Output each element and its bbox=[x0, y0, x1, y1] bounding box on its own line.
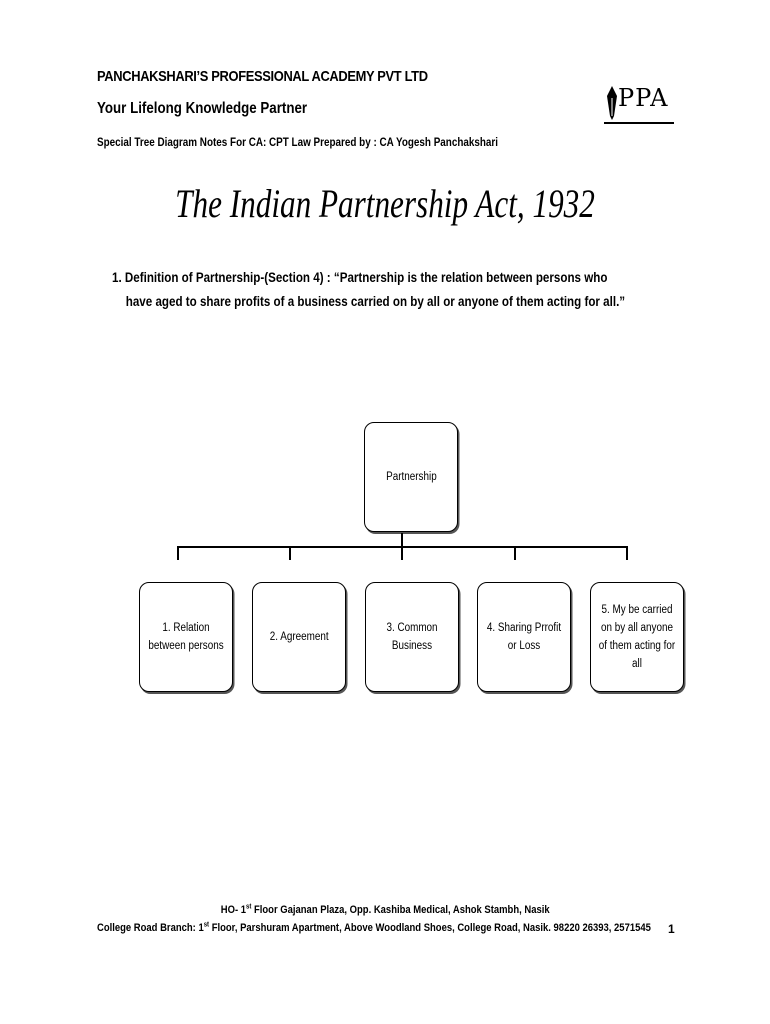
document-title: The Indian Partnership Act, 1932 bbox=[175, 181, 595, 226]
tree-root-label: Partnership bbox=[385, 471, 437, 483]
branch-connector-3 bbox=[401, 546, 403, 560]
definition-paragraph bbox=[112, 266, 712, 314]
logo-text: PPA bbox=[618, 84, 669, 112]
tree-child-box-1 bbox=[139, 582, 233, 692]
tree-child-box-2 bbox=[252, 582, 346, 692]
tree-child-box-5 bbox=[590, 582, 684, 692]
ho-rest: Floor Gajanan Plaza, Opp. Kashiba Medical, Ashok Stambh, Nasik bbox=[251, 904, 550, 916]
tree-child-label-2: 2. Agreement bbox=[269, 631, 329, 643]
branch-connector-1 bbox=[177, 546, 179, 560]
ho-prefix: HO- 1 bbox=[220, 904, 246, 916]
ho-sup: st bbox=[245, 903, 252, 911]
tree-child-box-3 bbox=[365, 582, 459, 692]
branch-connector-5 bbox=[626, 546, 628, 560]
organization-name: PANCHAKSHARI’S PROFESSIONAL ACADEMY PVT LTD bbox=[97, 68, 428, 85]
tree-child-label-1: 1. Relation between persons bbox=[148, 622, 224, 652]
logo-underline bbox=[604, 122, 674, 124]
definition-line-2: have aged to share profits of a business carried on by all or anyone of them acting for all.” bbox=[125, 294, 626, 309]
branch-connector-4 bbox=[514, 546, 516, 560]
tree-root-box bbox=[364, 422, 458, 532]
tagline: Your Lifelong Knowledge Partner bbox=[97, 100, 308, 117]
tree-child-box-4 bbox=[477, 582, 571, 692]
tree-child-label-4: 4. Sharing Prrofit or Loss bbox=[486, 622, 562, 652]
notes-subtitle: Special Tree Diagram Notes For CA: CPT Law Prepared by : CA Yogesh Panchakshari bbox=[97, 137, 499, 149]
head-office-address bbox=[0, 904, 770, 916]
page-number: 1 bbox=[668, 922, 675, 936]
branch-connector-2 bbox=[289, 546, 291, 560]
branch-prefix: College Road Branch: 1 bbox=[97, 922, 204, 934]
branch-sup: st bbox=[203, 921, 210, 929]
ppa-logo bbox=[604, 84, 674, 132]
branch-rest: Floor, Parshuram Apartment, Above Woodland Shoes, College Road, Nasik. 98220 26393, 2571545 bbox=[209, 922, 651, 934]
root-connector bbox=[401, 533, 403, 547]
tree-child-label-5: 5. My be carried on by all anyone of them acting for all bbox=[598, 604, 676, 670]
pen-nib-icon bbox=[606, 86, 618, 120]
definition-line-1: 1. Definition of Partnership-(Section 4) : “Partnership is the relation between persons who bbox=[112, 270, 608, 285]
tree-child-label-3: 3. Common Business bbox=[386, 622, 438, 652]
branch-address bbox=[97, 922, 651, 934]
